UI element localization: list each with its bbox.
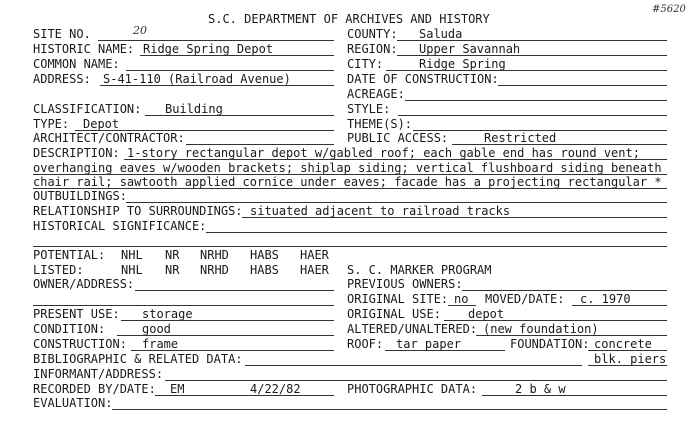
region-label: REGION: <box>347 42 398 56</box>
type-label: TYPE: <box>33 117 70 131</box>
classification-label: CLASSIFICATION: <box>33 102 142 116</box>
original-site-value: no <box>454 292 469 306</box>
potential-nrhd: NRHD <box>200 248 229 262</box>
outbuildings-label: OUTBUILDINGS: <box>33 189 127 203</box>
architect-label: ARCHITECT/CONTRACTOR: <box>33 131 185 145</box>
style-line <box>398 115 667 116</box>
foundation-line <box>588 350 667 351</box>
county-label: COUNTY: <box>347 27 398 41</box>
owner-address-label: OWNER/ADDRESS: <box>33 277 135 291</box>
description-rule-1 <box>124 159 667 160</box>
public-access-value: Restricted <box>484 131 557 145</box>
bibliographic-label: BIBLIOGRAPHIC & RELATED DATA: <box>33 352 243 366</box>
relationship-line <box>242 217 667 218</box>
listed-nhl: NHL <box>121 263 143 277</box>
roof-label: ROOF: <box>347 337 384 351</box>
historical-significance-label: HISTORICAL SIGNIFICANCE: <box>33 219 207 233</box>
altered-value: (new foundation) <box>483 322 599 336</box>
foundation-line-2 <box>588 365 667 366</box>
foundation-value: concrete <box>594 337 652 351</box>
city-line <box>386 70 667 71</box>
moved-date-value: c. 1970 <box>580 292 631 306</box>
corner-note: #5620 <box>652 4 686 15</box>
original-site-label: ORIGINAL SITE: <box>347 292 449 306</box>
present-use-value: storage <box>142 307 193 321</box>
condition-label: CONDITION: <box>33 322 106 336</box>
potential-nhl: NHL <box>121 248 143 262</box>
roof-value: tar paper <box>396 337 462 351</box>
owner-address-line-1 <box>135 290 334 291</box>
potential-habs: HABS <box>250 248 279 262</box>
style-label: STYLE: <box>347 102 391 116</box>
description-line-1: 1-story rectangular depot w/gabled roof; each gable end has round vent; <box>127 146 640 160</box>
marker-program-label: S. C. MARKER PROGRAM <box>347 263 492 277</box>
present-use-label: PRESENT USE: <box>33 307 120 321</box>
original-site-line <box>448 305 476 306</box>
recorded-by-line <box>155 395 334 396</box>
date-construction-line <box>498 85 667 86</box>
roof-line <box>385 350 505 351</box>
potential-haer: HAER <box>300 248 329 262</box>
historic-name-label: HISTORIC NAME: <box>33 42 135 56</box>
description-line-3: chair rail; sawtooth applied cornice under eaves; facade has a projecting rectangular * <box>33 175 662 189</box>
region-line <box>397 55 667 56</box>
original-use-label: ORIGINAL USE: <box>347 307 441 321</box>
description-line-2: overhanging eaves w/wooden brackets; shiplap siding; vertical flushboard siding beneath <box>33 161 662 175</box>
public-access-label: PUBLIC ACCESS: <box>347 131 449 145</box>
informant-label: INFORMANT/ADDRESS: <box>33 367 164 381</box>
previous-owners-label: PREVIOUS OWNERS: <box>347 277 463 291</box>
recorded-by-label: RECORDED BY/DATE: <box>33 382 156 396</box>
address-value: S-41-110 (Railroad Avenue) <box>103 72 291 86</box>
address-label: ADDRESS: <box>33 72 91 86</box>
listed-nr: NR <box>165 263 180 277</box>
description-label: DESCRIPTION: <box>33 146 120 160</box>
listed-habs: HABS <box>250 263 279 277</box>
common-name-label: COMMON NAME: <box>33 57 120 71</box>
bibliographic-line <box>245 365 582 366</box>
themes-label: THEME(S): <box>347 117 413 131</box>
previous-owners-line <box>462 290 667 291</box>
historical-significance-line-2 <box>33 246 667 247</box>
evaluation-label: EVALUATION: <box>33 396 113 410</box>
condition-value: good <box>142 322 171 336</box>
photographic-line <box>482 395 667 396</box>
present-use-line <box>121 320 334 321</box>
informant-line <box>165 380 667 381</box>
site-no-label: SITE NO. <box>33 27 91 41</box>
form-title: S.C. DEPARTMENT OF ARCHIVES AND HISTORY <box>208 12 490 26</box>
type-value: Depot <box>83 117 120 131</box>
potential-label: POTENTIAL: <box>33 248 106 262</box>
construction-label: CONSTRUCTION: <box>33 337 127 351</box>
historic-name-line <box>140 55 334 56</box>
county-line <box>397 40 667 41</box>
listed-haer: HAER <box>300 263 329 277</box>
construction-value: frame <box>142 337 179 351</box>
foundation-value-2: blk. piers <box>594 352 667 366</box>
relationship-value: situated adjacent to railroad tracks <box>250 204 511 218</box>
altered-label: ALTERED/UNALTERED: <box>347 322 478 336</box>
moved-date-label: MOVED/DATE: <box>485 292 565 306</box>
original-use-line <box>444 320 667 321</box>
historic-name-value: Ridge Spring Depot <box>143 42 274 56</box>
relationship-label: RELATIONSHIP TO SURROUNDINGS: <box>33 204 243 218</box>
construction-line <box>131 350 334 351</box>
county-value: Saluda <box>419 27 463 41</box>
moved-date-line <box>572 305 667 306</box>
listed-nrhd: NRHD <box>200 263 229 277</box>
photographic-label: PHOTOGRAPHIC DATA: <box>347 382 478 396</box>
recorded-date-value: 4/22/82 <box>250 382 301 396</box>
region-value: Upper Savannah <box>419 42 521 56</box>
owner-address-line-2 <box>33 305 334 306</box>
classification-line <box>145 115 334 116</box>
site-no-value: 20 <box>133 24 147 37</box>
outbuildings-line <box>126 202 667 203</box>
acreage-label: ACREAGE: <box>347 87 405 101</box>
address-line <box>100 85 334 86</box>
description-rule-3 <box>33 188 667 189</box>
classification-value: Building <box>165 102 223 116</box>
acreage-line <box>405 100 667 101</box>
architect-line <box>186 144 334 145</box>
common-name-line <box>126 70 334 71</box>
condition-line <box>117 335 334 336</box>
listed-label: LISTED: <box>33 263 84 277</box>
city-value: Ridge Spring <box>419 57 506 71</box>
evaluation-line <box>112 409 667 410</box>
potential-nr: NR <box>165 248 180 262</box>
city-label: CITY: <box>347 57 384 71</box>
public-access-line <box>452 144 667 145</box>
original-use-value: depot <box>468 307 505 321</box>
site-no-line <box>98 40 334 41</box>
date-construction-label: DATE OF CONSTRUCTION: <box>347 72 499 86</box>
historical-significance-line-1 <box>206 232 667 233</box>
foundation-label: FOUNDATION: <box>510 337 590 351</box>
recorded-by-value: EM <box>170 382 185 396</box>
photographic-value: 2 b & w <box>515 382 566 396</box>
altered-line <box>476 335 667 336</box>
